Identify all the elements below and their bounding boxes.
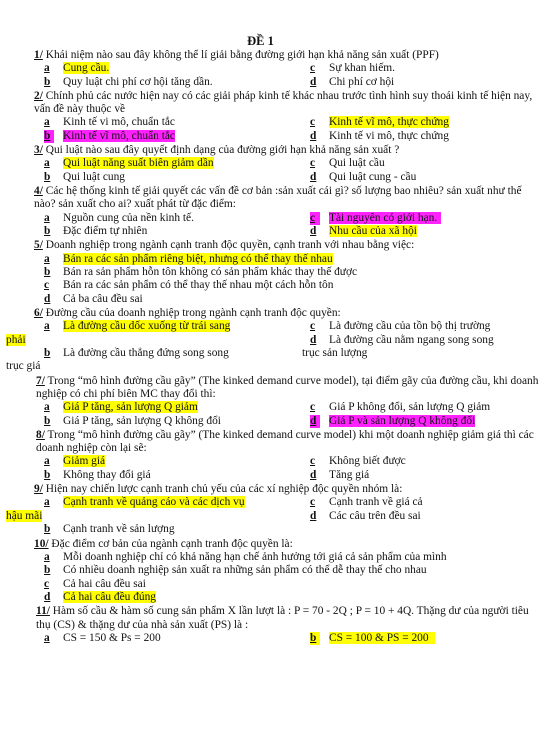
question-5-options — [0, 253, 551, 307]
question-8-options — [0, 455, 551, 482]
option-4c[interactable]: c Tài nguyên có giới hạn. — [310, 212, 441, 225]
question-4 — [0, 185, 551, 211]
question-11 — [0, 605, 551, 631]
question-2-options — [0, 116, 551, 143]
option-5c[interactable]: c Bán ra các sản phẩm có thể thay thế nhau một cách hỗn tôn — [44, 279, 334, 292]
option-5a[interactable]: a Bán ra các sản phẩm riêng biệt, nhưng có thể thay thế nhau — [44, 252, 333, 265]
option-3d[interactable]: d Qui luật cung - cầu — [310, 170, 417, 183]
option-8a[interactable]: a Giảm giá — [44, 455, 106, 468]
option-7b[interactable]: b Giá P tăng, sản lượng Q không đổi — [44, 414, 221, 427]
option-4d[interactable]: d Nhu cầu của xã hội — [310, 224, 417, 237]
option-9a-continuation: hậu mãi — [6, 509, 43, 522]
option-5b[interactable]: b Bán ra sản phẩm hỗn tôn không có sản phẩm khác thay thế được — [44, 265, 358, 278]
question-9 — [0, 483, 551, 496]
question-2 — [0, 90, 551, 116]
question-2-stem: 2/ Chính phủ các nước hiện nay có các giải pháp kinh tế khác nhau trước tình hình suy thoái kinh tế hiện nay, vấn đề này thuộc về — [34, 89, 533, 116]
question-3-options — [0, 157, 551, 184]
option-2d[interactable]: d Kinh tế vi mô, thực chứng — [310, 129, 449, 142]
option-6b-continuation: trục giá — [6, 360, 41, 373]
option-7a[interactable]: a Giá P tăng, sản lượng Q giảm — [44, 401, 198, 414]
question-1 — [0, 49, 551, 62]
option-3a[interactable]: a Qui luật năng suất biên giảm dần — [44, 157, 214, 170]
question-5 — [0, 239, 551, 252]
option-2b[interactable]: b Kinh tế vĩ mô, chuẩn tắc — [44, 129, 175, 142]
question-7-stem: 7/ Trong “mô hình đường cầu gãy” (The kinked demand curve model), tại điểm gãy của đường cầu, khi doanh nghiệp có chi phí biên MC thay đổi thì: — [36, 374, 539, 401]
option-9c[interactable]: c Cạnh tranh về giá cả — [310, 496, 423, 509]
question-7-options — [0, 401, 551, 428]
option-1b[interactable]: b Quy luật chi phí cơ hội tăng dần. — [44, 75, 213, 88]
question-5-stem: 5/ Doanh nghiệp trong ngành cạnh tranh độc quyền, cạnh tranh với nhau bằng việc: — [34, 239, 415, 252]
question-10-stem: 10/ Đặc điểm cơ bản của ngành cạnh tranh độc quyền là: — [34, 537, 293, 550]
question-6-stem: 6/ Đường cầu của doanh nghiệp trong ngành cạnh tranh độc quyền: — [34, 307, 341, 320]
option-10c[interactable]: c Cả hai câu đều sai — [44, 577, 146, 590]
question-9-stem: 9/ Hiện nay chiến lược cạnh tranh chủ yếu của các xí nghiệp độc quyền nhóm là: — [34, 483, 403, 496]
option-6a-continuation: phải — [6, 333, 26, 346]
option-10a[interactable]: a Mỗi doanh nghiệp chỉ có khả năng hạn chế ảnh hưởng tới giá cả sản phẩm của mình — [44, 550, 447, 563]
option-1d[interactable]: d Chi phí cơ hội — [310, 75, 395, 88]
question-7 — [0, 375, 551, 401]
option-6b[interactable]: b Là đường cầu thẳng đứng song song — [44, 347, 229, 360]
option-10b[interactable]: b Có nhiều doanh nghiệp sản xuất ra những sản phẩm có thể dễ thay thế cho nhau — [44, 564, 427, 577]
option-4a[interactable]: a Nguồn cung của nền kinh tế. — [44, 211, 194, 224]
question-10-options — [0, 551, 551, 605]
option-11b[interactable]: b CS = 100 & PS = 200 — [310, 632, 435, 645]
question-9-options — [0, 496, 551, 536]
question-3-stem: 3/ Qui luật nào sau đây quyết định dạng của đường giới hạn khả năng sản xuất ? — [34, 144, 400, 157]
question-4-stem: 4/ Các hệ thống kinh tế giải quyết các vấn đề cơ bản :sản xuất cái gì? số lượng bao nhiêu? sản xuất như thế nào? sản xuất cho ai? xuất phát từ đặc điểm: — [34, 185, 522, 211]
option-1c[interactable]: c Sự khan hiếm. — [310, 62, 395, 75]
question-6-options — [0, 320, 551, 374]
option-7d[interactable]: d Giá P và sản lượng Q không đổi — [310, 414, 476, 427]
question-1-stem: 1/ Khái niệm nào sau đây không thể lí giải bằng đường giới hạn khả năng sản xuất (PPF) — [34, 49, 439, 61]
question-11-options — [0, 632, 551, 645]
option-9a[interactable]: a Cạnh tranh về quảng cáo và các dịch vụ — [44, 496, 245, 509]
option-8b[interactable]: b Không thay đổi giá — [44, 468, 151, 481]
option-8d[interactable]: d Tăng giá — [310, 468, 370, 481]
option-7c[interactable]: c Giá P không đổi, sản lượng Q giảm — [310, 401, 491, 414]
option-6d-continuation: trục sản lượng — [302, 347, 368, 360]
option-6c[interactable]: c Là đường cầu của tồn bộ thị trường — [310, 320, 491, 333]
option-3c[interactable]: c Qui luật cầu — [310, 157, 385, 170]
option-11a[interactable]: a CS = 150 & Ps = 200 — [44, 631, 161, 644]
option-8c[interactable]: c Không biết được — [310, 455, 406, 468]
exam-title: ĐỀ 1 — [247, 34, 274, 48]
option-1a[interactable]: a Cung cầu. — [44, 62, 110, 75]
option-10d[interactable]: d Cả hai câu đều đúng — [44, 591, 156, 603]
question-11-stem: 11/ Hàm số cầu & hàm số cung sản phẩm X lần lượt là : P = 70 - 2Q ; P = 10 + 4Q. Thặng dư của người tiêu thụ (CS) & thặng dư của nhà sản xuất (PS) là : — [36, 605, 529, 631]
question-10 — [0, 538, 551, 551]
question-8-stem: 8/ Trong “mô hình đường cầu gãy” (The kinked demand curve model) khi một doanh nghiệp giảm giá thì các doanh nghiệp còn lại sẽ: — [36, 429, 534, 455]
question-3 — [0, 144, 551, 157]
option-4b[interactable]: b Đặc điểm tự nhiên — [44, 224, 148, 237]
question-8 — [0, 429, 551, 455]
question-1-options — [0, 62, 551, 89]
option-6d[interactable]: d Là đường cầu nằm ngang song song — [310, 333, 494, 346]
option-3b[interactable]: b Qui luật cung — [44, 170, 126, 183]
question-6 — [0, 307, 551, 320]
option-2c[interactable]: c Kinh tế vĩ mô, thực chứng — [310, 116, 449, 129]
question-4-options — [0, 212, 551, 239]
option-6a[interactable]: a Là đường cầu dốc xuống từ trái sang — [44, 320, 231, 333]
option-2a[interactable]: a Kinh tế vi mô, chuẩn tắc — [44, 116, 175, 129]
option-9b[interactable]: b Cạnh tranh về sản lượng — [44, 523, 175, 536]
option-5d[interactable]: d Cả ba câu đều sai — [44, 292, 143, 305]
option-9d[interactable]: d Các câu trên đều sai — [310, 509, 421, 522]
